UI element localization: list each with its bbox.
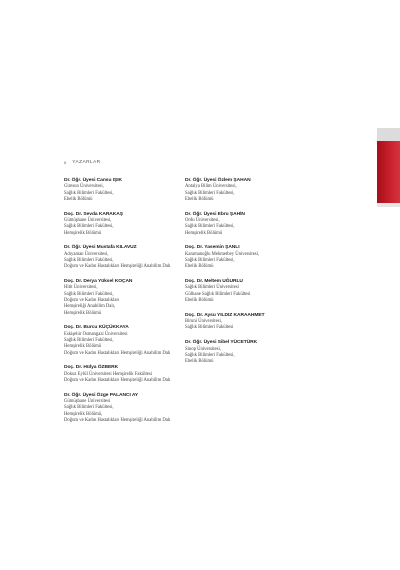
author-affiliation-line: Hemşirelik Bölümü — [64, 344, 102, 350]
side-tab-gray — [377, 128, 400, 141]
author-affiliation-line: Sağlık Bilimleri Fakültesi, — [64, 405, 114, 411]
author-name: Doç. Dr. Hülya ÖZBERK — [64, 365, 119, 371]
author-affiliation-line: Sağlık Bilimleri Fakültesi, — [64, 258, 114, 264]
author-entry — [64, 325, 182, 357]
author-affiliation-line: Sağlık Bilimleri Üniversitesi — [185, 285, 239, 291]
author-affiliation-line: Ordu Üniversitesi, — [185, 218, 220, 224]
author-entry — [185, 212, 303, 237]
author-affiliation-line: Hemşirelik Bölümü — [64, 230, 102, 236]
authors-left-column — [64, 178, 182, 433]
author-affiliation-line: Doğum ve Kadın Hastalıkları Hemşireliği Anabilim Dalı — [64, 418, 171, 424]
section-title: YAZARLAR — [72, 160, 101, 165]
author-name: Dr. Öğr. Üyesi Cansu IŞIK — [64, 178, 123, 183]
author-affiliation-line: Gülhane Sağlık Bilimleri Fakültesi — [185, 291, 251, 297]
author-affiliation-line: Antalya Bilim Üniversitesi, — [185, 184, 237, 190]
author-affiliation-line: Sağlık Bilimleri Fakültesi, — [185, 352, 235, 358]
author-name: Doç. Dr. Meltem UĞURLU — [185, 279, 243, 285]
author-entry — [64, 245, 182, 270]
author-affiliation-line: Doğum ve Kadın Hastalıkları Hemşireliği Anabilim Dalı — [64, 350, 171, 356]
page-header — [64, 160, 100, 165]
author-name: Dr. Öğr. Üyesi Özlem ŞAHAN — [185, 178, 251, 183]
author-name: Dr. Öğr. Üyesi Özge PALANCI AY — [64, 392, 139, 398]
author-affiliation-line: Gümüşhane Üniversitesi, — [64, 218, 112, 224]
author-affiliation-line: Dokuz Eylül Üniversitesi Hemşirelik Fakültesi — [64, 371, 153, 377]
author-entry — [64, 393, 182, 425]
author-entry — [64, 279, 182, 317]
author-name: Doç. Dr. Aysu YILDIZ KARAAHMET — [185, 312, 265, 318]
author-name: Dr. Öğr. Üyesi Mustafa KILAVUZ — [64, 245, 137, 251]
author-affiliation-line: Ebelik Bölümü — [185, 359, 214, 365]
author-affiliation-line: Ebelik Bölümü — [185, 264, 214, 270]
author-affiliation-line: Ebelik Bölümü — [64, 197, 93, 202]
author-affiliation-line: Gümüşhane Üniversitesi — [64, 399, 111, 405]
authors-right-column — [185, 178, 303, 374]
author-affiliation-line: Hemşirelik Bölümü — [185, 230, 223, 236]
author-name: Dr. Öğr. Üyesi Ebru ŞAHİN — [185, 211, 245, 217]
author-entry — [185, 178, 303, 203]
author-affiliation-line: Adıyaman Üniversitesi, — [64, 251, 109, 257]
author-affiliation-line: Eskişehir Osmangazi Üniversitesi — [64, 331, 128, 337]
author-affiliation-line: Sağlık Bilimleri Fakültesi, — [185, 190, 235, 196]
author-affiliation-line: Sağlık Bilimleri Fakültesi, — [185, 258, 235, 264]
author-affiliation-line: Doğum ve Kadın Hastalıkları Hemşireliği Anabilim Dalı — [64, 264, 171, 270]
author-entry — [185, 279, 303, 304]
side-tab-shadow — [377, 203, 400, 207]
author-affiliation-line: Hemşirelik Bölümü — [64, 310, 102, 316]
author-name: Dr. Öğr. Üyesi Sibel YÜCETÜRK — [185, 340, 258, 346]
author-affiliation-line: Sinop Üniversitesi, — [185, 346, 221, 352]
author-affiliation-line: Sağlık Bilimleri Fakültesi, — [64, 190, 114, 196]
author-affiliation-line: Hemşireliği Anabilim Dalı, — [64, 304, 116, 310]
author-affiliation-line: Karamanoğlu Mehmetbey Üniversitesi, — [185, 251, 260, 257]
author-affiliation-line: Sağlık Bilimleri Fakültesi — [185, 325, 234, 331]
author-affiliation-line: Ebelik Bölümü — [185, 298, 214, 304]
author-entry — [185, 245, 303, 270]
author-affiliation-line: Sağlık Bilimleri Fakültesi, — [64, 224, 114, 230]
author-affiliation-line: Biruni Üniversitesi, — [185, 319, 222, 325]
author-affiliation-line: Hemşirelik Bölümü, — [64, 411, 103, 417]
author-affiliation-line: Sağlık Bilimleri Fakültesi, — [185, 224, 235, 230]
author-entry — [64, 365, 182, 384]
author-entry — [64, 212, 182, 237]
page-number: x — [64, 160, 67, 165]
side-tab-red — [377, 141, 400, 203]
author-name: Doç. Dr. Burcu KÜÇÜKKAYA — [64, 325, 129, 331]
author-affiliation-line: Sağlık Bilimleri Fakültesi, — [64, 338, 114, 344]
author-affiliation-line: Doğum ve Kadın Hastalıkları Hemşireliği Anabilim Dalı — [64, 378, 171, 384]
author-affiliation-line: Doğum ve Kadın Hastalıkları — [64, 298, 120, 304]
author-affiliation-line: Sağlık Bilimleri Fakültesi, — [64, 291, 114, 297]
author-affiliation-line: Ebelik Bölümü — [185, 197, 214, 202]
author-affiliation-line: Hitit Üniversitesi, — [64, 285, 98, 291]
author-name: Doç. Dr. Derya Yüksel KOÇAN — [64, 279, 133, 285]
author-entry — [185, 340, 303, 365]
author-entry — [64, 178, 182, 203]
author-affiliation-line: Giresun Üniversitesi, — [64, 184, 104, 190]
author-entry — [185, 313, 303, 332]
author-name: Doç. Dr. Sevda KARAKAŞ — [64, 211, 123, 217]
author-name: Doç. Dr. Yasemin ŞANLI — [185, 245, 240, 251]
